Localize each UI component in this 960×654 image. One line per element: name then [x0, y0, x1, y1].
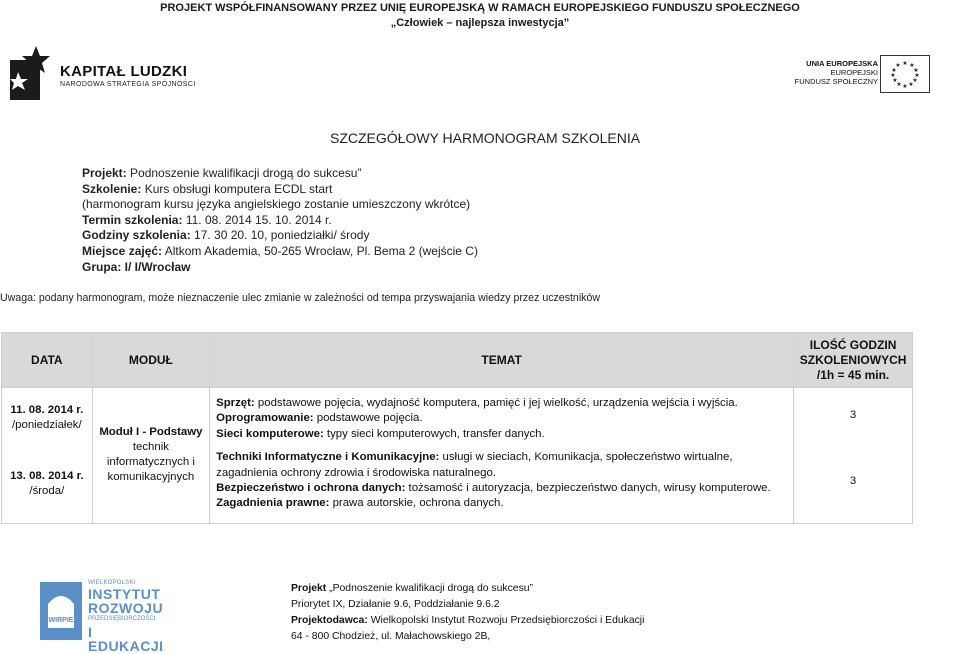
svg-text:★: ★: [896, 82, 902, 88]
date-1: 11. 08. 2014 r.: [10, 404, 84, 416]
kapital-ludzki-star-icon: [10, 46, 54, 100]
footer-priorytet: Priorytet IX, Działanie 9.6, Poddziałanie 9.6.2: [291, 599, 500, 610]
eu-logo-line-3: FUNDUSZ SPOŁECZNY: [794, 77, 878, 86]
svg-text:★: ★: [908, 82, 914, 88]
eu-flag-icon: [880, 55, 930, 93]
eu-social-fund-logo: [790, 55, 930, 97]
topic-label: Sprzęt:: [216, 397, 255, 409]
header-ilosc-line-1: ILOŚĆ GODZIN: [809, 337, 897, 352]
module-line-3: informatycznych i: [106, 456, 195, 469]
info-miejsce-value: Altkom Akademia, 50-265 Wrocław, Pl. Bema 2 (wejście C): [162, 243, 478, 258]
info-szkolenie: [82, 182, 478, 198]
header-slogan: „Człowiek – najlepsza inwestycja”: [390, 17, 570, 29]
schedule-note: Uwaga: podany harmonogram, może nieznaczenie ulec zmianie w zależności od tempa przyswajania wiedzy przez uczestników: [0, 292, 601, 304]
svg-text:★: ★: [902, 84, 908, 90]
info-termin: [82, 213, 478, 229]
wirpie-line-przedsiebiorczosci: PRZEDSIĘBIORCZOŚCI: [88, 616, 156, 622]
wirpie-logo: [40, 578, 164, 654]
eu-logo-line-2: EUROPEJSKI: [830, 68, 878, 77]
kapital-ludzki-title: KAPITAŁ LUDZKI: [60, 63, 188, 80]
footer-project-info: [291, 581, 644, 645]
topic-line: [216, 411, 792, 426]
info-godziny-label: Godziny szkolenia:: [82, 228, 191, 243]
topic-text: prawa autorskie, ochrona danych.: [329, 497, 504, 510]
header-data: DATA: [2, 333, 93, 388]
info-projekt-label: Projekt:: [82, 166, 127, 180]
eu-logo-text: [795, 59, 878, 86]
footer-projektodawca: [291, 613, 644, 629]
row-hours: [794, 388, 913, 524]
svg-text:★: ★: [892, 78, 898, 84]
footer-projektodawca-label: Projektodawca:: [291, 615, 368, 626]
svg-text:★: ★: [914, 73, 920, 79]
topic-label: Sieci komputerowe:: [216, 427, 324, 440]
wirpie-line-1: WIELKOPOLSKI: [88, 580, 136, 586]
topic-text: zagadnienia ochrony zdrowia i środowiska naturalnego.: [216, 466, 496, 479]
topic-line: [216, 450, 792, 465]
topic-text: tożsamość i autoryzacja, bezpieczeństwo danych, wirusy komputerowe.: [405, 482, 771, 495]
header-cofinancing-line: PROJEKT WSPÓŁFINANSOWANY PRZEZ UNIĘ EUROPEJSKĄ W RAMACH EUROPEJSKIEGO FUNDUSZU SPOŁECZNEGO: [160, 2, 800, 14]
footer-projekt-value: „Podnoszenie kwalifikacji drogą do sukcesu”: [326, 583, 533, 594]
footer-projektodawca-value: Wielkopolski Instytut Rozwoju Przedsiębiorczości i Edukacji: [367, 615, 645, 626]
topic-text: usługi w sieciach, Komunikacja, społeczeństwo wirtualne,: [439, 451, 733, 464]
info-projekt: [82, 166, 478, 182]
header-ilosc-godzin: [794, 333, 913, 388]
svg-text:★: ★: [909, 63, 915, 69]
info-harmonogram-note: (harmonogram kursu języka angielskiego zostanie umieszczony wkrótce): [82, 197, 471, 212]
svg-text:★: ★: [891, 68, 897, 74]
svg-text:★: ★: [902, 61, 908, 67]
date-1-weekday: /poniedziałek/: [11, 419, 82, 431]
training-info: [82, 166, 478, 275]
info-miejsce: [82, 244, 478, 260]
date-2: 13. 08. 2014 r.: [10, 470, 84, 482]
svg-text:★: ★: [913, 68, 919, 74]
topic-text: typy sieci komputerowych, transfer danych.: [323, 427, 545, 440]
topic-label: Techniki Informatyczne i Komunikacyjne:: [216, 451, 440, 464]
topic-label: Zagadnienia prawne:: [216, 497, 330, 510]
document-title: SZCZEGÓŁOWY HARMONOGRAM SZKOLENIA: [330, 130, 641, 146]
info-termin-label: Termin szkolenia:: [82, 212, 183, 227]
svg-text:★: ★: [890, 73, 896, 79]
info-szkolenie-value: Kurs obsługi komputera ECDL start: [141, 181, 333, 196]
footer-adres: 64 - 800 Chodzież, ul. Małachowskiego 2B,: [291, 631, 491, 642]
schedule-header-row: [2, 333, 913, 388]
info-miejsce-label: Miejsce zajęć:: [82, 243, 163, 258]
header-ilosc-line-3: /1h = 45 min.: [816, 367, 890, 382]
module-line-1: Moduł I - Podstawy: [99, 426, 203, 439]
topic-line: [216, 427, 792, 442]
topic-label: Oprogramowanie:: [216, 412, 314, 425]
module-line-4: komunikacyjnych: [107, 471, 195, 484]
hours-2: 3: [849, 475, 857, 487]
wirpie-word-rozwoju: ROZWOJU: [88, 600, 164, 616]
svg-text:★: ★: [895, 63, 901, 69]
kapital-ludzki-subtitle: NARODOWA STRATEGIA SPÓJNOŚCI: [60, 81, 196, 88]
wirpie-word-edukacji: I EDUKACJI: [88, 624, 164, 654]
topic-line: [216, 396, 792, 411]
table-row: [2, 388, 913, 524]
info-szkolenie-label: Szkolenie:: [82, 181, 142, 196]
info-godziny-value: 17. 30 20. 10, poniedziałki/ środy: [190, 228, 370, 243]
eu-logo-line-1: UNIA EUROPEJSKA: [806, 59, 878, 68]
topic-label: Bezpieczeństwo i ochrona danych:: [216, 482, 406, 495]
topic-line: [216, 466, 792, 481]
date-2-weekday: /środa/: [29, 485, 65, 497]
info-grupa: Grupa: I/ I/Wrocław: [82, 259, 191, 274]
module-line-2: technik: [132, 441, 169, 454]
schedule-table: [1, 332, 913, 524]
row-dates: [2, 388, 93, 524]
topic-line: [216, 496, 792, 511]
footer-projekt: [291, 581, 644, 597]
row-module: [92, 388, 209, 524]
svg-text:★: ★: [912, 78, 918, 84]
wirpie-word-instytut: INSTYTUT: [88, 586, 161, 602]
topic-text: podstawowe pojęcia.: [313, 412, 423, 425]
info-godziny: [82, 228, 478, 244]
info-projekt-value: Podnoszenie kwalifikacji drogą do sukcesu”: [126, 166, 362, 180]
topic-text: podstawowe pojęcia, wydajność komputera, pamięć i jej wielkość, urządzenia wejścia i wyjścia.: [254, 397, 738, 409]
footer-projekt-label: Projekt: [291, 583, 327, 594]
header-temat: TEMAT: [210, 333, 794, 388]
hours-1: 3: [849, 409, 857, 421]
wirpie-mark-text: WIRPIE: [48, 617, 74, 624]
topic-line: [216, 481, 792, 496]
header-modul: MODUŁ: [92, 333, 209, 388]
row-topics: [210, 388, 794, 524]
info-termin-value: 11. 08. 2014 15. 10. 2014 r.: [182, 212, 332, 227]
wirpie-mark-icon: [40, 582, 82, 640]
kapital-ludzki-logo: [10, 46, 200, 102]
header-ilosc-line-2: SZKOLENIOWYCH: [799, 352, 907, 367]
